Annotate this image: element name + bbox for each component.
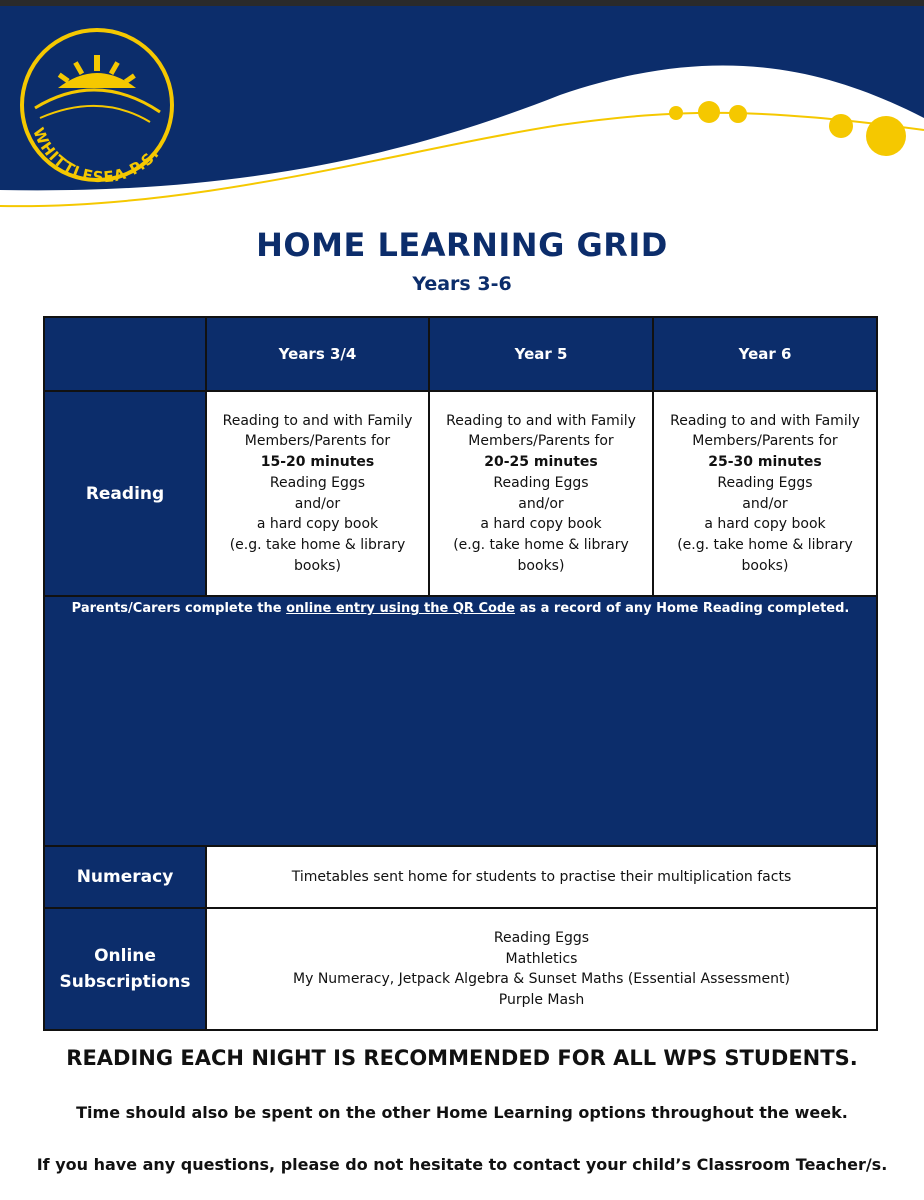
row-label-online-subscriptions	[44, 908, 206, 1030]
subscriptions-cell	[206, 908, 877, 1030]
reading-text: and/or	[742, 495, 788, 512]
reading-text: (e.g. take home & library	[677, 536, 853, 553]
note-text: as a record of any Home Reading completed.	[515, 601, 850, 616]
reading-text: books)	[741, 557, 789, 574]
reading-cell-year-6	[653, 391, 877, 596]
reading-text: Reading to and with Family	[222, 412, 413, 429]
reading-record-note	[44, 596, 877, 846]
reading-text: a hard copy book	[256, 516, 379, 533]
subscription-item: Mathletics	[505, 950, 578, 967]
home-learning-note: Time should also be spent on the other Home Learning options throughout the week.	[76, 1103, 848, 1122]
reading-note-row	[44, 596, 877, 846]
reading-text: Members/Parents for	[468, 433, 614, 450]
reading-minutes: 15-20 minutes	[260, 454, 375, 471]
numeracy-cell: Timetables sent home for students to practise their multiplication facts	[206, 846, 877, 908]
reading-minutes: 20-25 minutes	[484, 454, 598, 471]
logo-text: WHITTLESEA P.S.	[29, 125, 163, 187]
subscription-item: Purple Mash	[498, 991, 585, 1008]
page-title: HOME LEARNING GRID	[256, 226, 668, 264]
note-text: Parents/Carers complete the	[71, 601, 287, 616]
grid-corner-cell	[44, 317, 206, 391]
home-learning-grid	[43, 316, 878, 1031]
numeracy-row	[44, 846, 877, 908]
subscription-item: Reading Eggs	[493, 930, 590, 946]
reading-recommendation: READING EACH NIGHT IS RECOMMENDED FOR ALL WPS STUDENTS.	[66, 1046, 858, 1070]
label-line: Subscriptions	[59, 972, 191, 992]
column-header-year-5: Year 5	[429, 317, 653, 391]
reading-cell-years-3-4	[206, 391, 429, 596]
reading-text: books)	[294, 557, 341, 574]
gold-dots	[669, 101, 906, 156]
reading-text: Reading Eggs	[717, 474, 813, 491]
reading-text: Reading Eggs	[269, 474, 366, 491]
label-line: Online	[94, 946, 156, 966]
reading-text: Members/Parents for	[692, 433, 838, 450]
reading-text: books)	[517, 557, 565, 574]
reading-minutes: 25-30 minutes	[708, 454, 822, 471]
reading-text: Reading Eggs	[493, 474, 589, 491]
subscription-item: My Numeracy, Jetpack Algebra & Sunset Maths (Essential Assessment)	[293, 971, 790, 987]
reading-cell-year-5	[429, 391, 653, 596]
reading-text: (e.g. take home & library	[453, 536, 629, 553]
qr-entry-link[interactable]: online entry using the QR Code	[286, 601, 516, 616]
row-label-reading: Reading	[44, 391, 206, 596]
reading-text: (e.g. take home & library	[229, 536, 406, 553]
reading-text: and/or	[294, 495, 341, 512]
page-subtitle: Years 3-6	[412, 273, 512, 295]
header-banner	[0, 0, 924, 240]
subscriptions-row	[44, 908, 877, 1030]
reading-text: Reading to and with Family	[446, 412, 636, 429]
column-header-year-6: Year 6	[653, 317, 877, 391]
reading-text: Reading to and with Family	[670, 412, 860, 429]
reading-text: and/or	[518, 495, 564, 512]
reading-text: a hard copy book	[704, 516, 826, 533]
contact-note: If you have any questions, please do not hesitate to contact your child’s Classroom Teacher/s.	[36, 1155, 888, 1174]
reading-text: Members/Parents for	[244, 433, 391, 450]
column-header-years-3-4: Years 3/4	[206, 317, 429, 391]
grid-header-row	[44, 317, 877, 391]
reading-row	[44, 391, 877, 596]
reading-text: a hard copy book	[480, 516, 602, 533]
row-label-numeracy: Numeracy	[44, 846, 206, 908]
